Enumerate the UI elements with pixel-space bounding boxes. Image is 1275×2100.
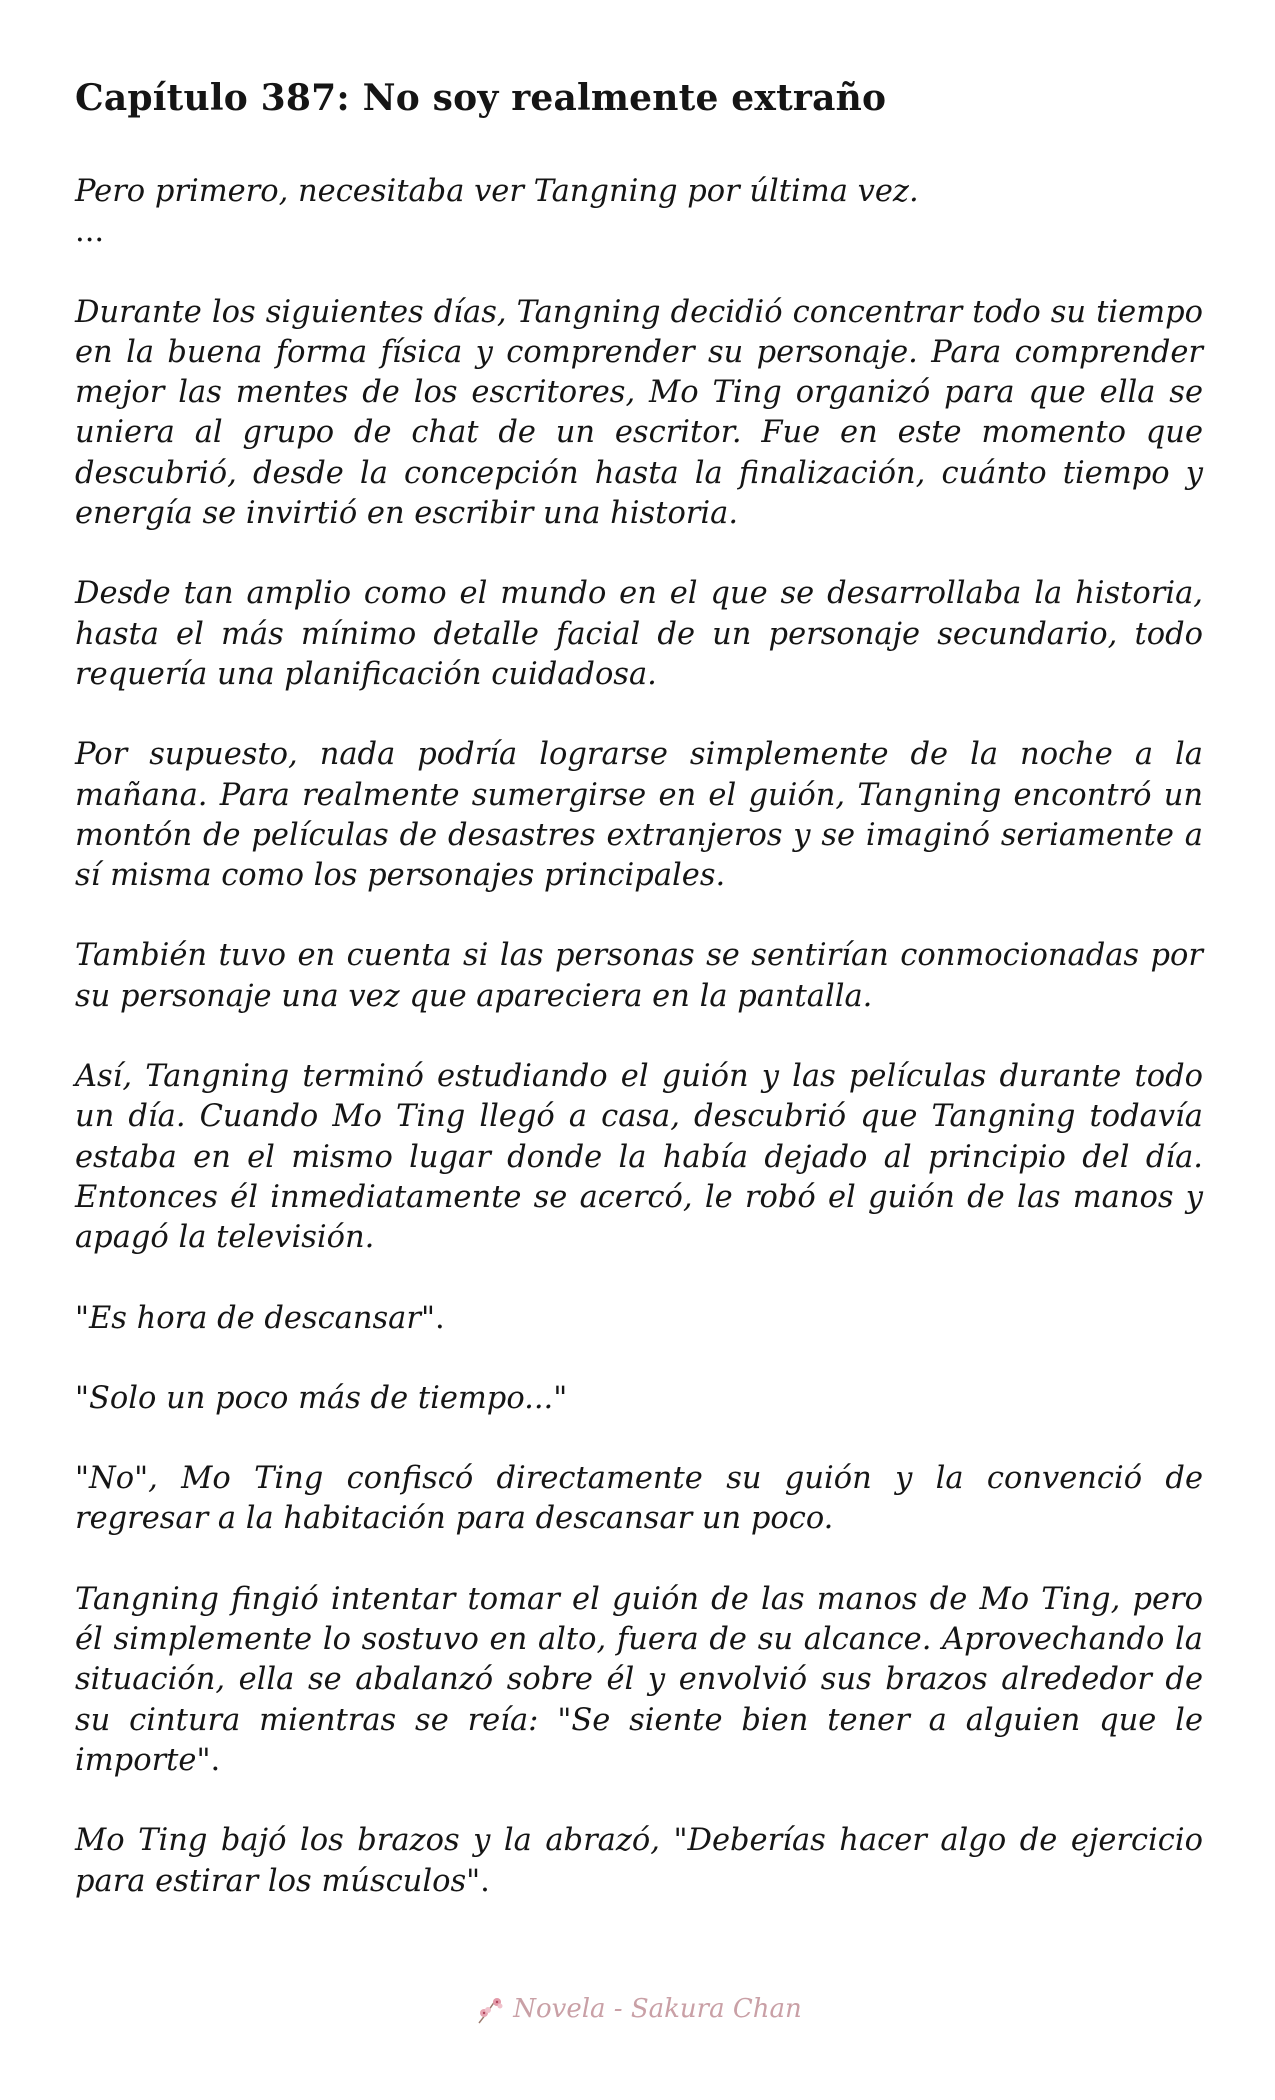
narration-text: Tangning fingió intentar tomar el guión de las manos de Mo Ting, pero él simplemente lo sostuvo en alto, fuera de su alcance. Aprovechando la situación, ella se abalanzó sobre él y envolvió sus brazos alrededor de su cintura mientras se reía: <box>75 1581 1203 1738</box>
ellipsis: ... <box>75 214 105 250</box>
paragraph-6: Así, Tangning terminó estudiando el guión y las películas durante todo un día. Cuando Mo Ting llegó a casa, descubrió que Tangning todavía estaba en el mismo lugar donde la había dejado al principio del día. Entonces él inmediatamente se acercó, le robó el guión de las manos y apagó la televisión. <box>75 1059 1203 1256</box>
paragraph-11: Mo Ting bajó los brazos y la abrazó, "Deberías hacer algo de ejercicio para estirar los músculos". <box>75 1823 1203 1899</box>
chapter-page <box>75 70 1203 1942</box>
footer-watermark <box>0 1993 1275 2027</box>
sakura-flower-icon <box>473 1993 507 2027</box>
paragraph-4: Por supuesto, nada podría lograrse simplemente de la noche a la mañana. Para realmente sumergirse en el guión, Tangning encontró un montón de películas de desastres extranjeros y se imaginó seriamente a sí misma como los personajes principales. <box>75 737 1203 894</box>
paragraph-2: Durante los siguientes días, Tangning decidió concentrar todo su tiempo en la buena forma física y comprender su personaje. Para comprender mejor las mentes de los escritores, Mo Ting organizó para que ella se uniera al grupo de chat de un escritor. Fue en este momento que descubrió, desde la concepción hasta la finalización, cuánto tiempo y energía se invirtió en escribir una historia. <box>75 294 1203 532</box>
paragraph-10: Tangning fingió intentar tomar el guión de las manos de Mo Ting, pero él simplemente lo sostuvo en alto, fuera de su alcance. Aprovechando la situación, ella se abalanzó sobre él y envolvió sus brazos alrededor de su cintura mientras se reía: "Se siente bien tener a alguien que le importe". <box>75 1581 1203 1778</box>
dialogue-text: Deberías hacer algo de ejercicio para estirar los músculos <box>75 1823 1203 1899</box>
narration-text: Mo Ting bajó los brazos y la abrazó, <box>75 1823 674 1859</box>
paragraph-9: "No", Mo Ting confiscó directamente su guión y la convenció de regresar a la habitación para descansar un poco. <box>75 1461 1203 1537</box>
dialogue-text: Solo un poco más de tiempo... <box>89 1380 554 1416</box>
narration-text: , Mo Ting confiscó directamente su guión y la convenció de regresar a la habitación para descansar un poco. <box>75 1461 1203 1537</box>
paragraph-3: Desde tan amplio como el mundo en el que se desarrollaba la historia, hasta el más mínimo detalle facial de un personaje secundario, todo requería una planificación cuidadosa. <box>75 576 1203 692</box>
dialogue-text: Se siente bien tener a alguien que le importe <box>75 1702 1203 1778</box>
footer-text: Novela - Sakura Chan <box>513 1994 802 2024</box>
paragraph-5: También tuvo en cuenta si las personas se sentirían conmocionadas por su personaje una vez que apareciera en la pantalla. <box>75 938 1203 1014</box>
dialogue-text: No <box>89 1461 135 1497</box>
paragraph-7: "Es hora de descansar". <box>75 1300 445 1336</box>
chapter-title: Capítulo 387: No soy realmente extraño <box>75 77 887 119</box>
paragraph-8: "Solo un poco más de tiempo..." <box>75 1380 568 1416</box>
dialogue-text: Es hora de descansar <box>89 1300 421 1336</box>
paragraph-1: Pero primero, necesitaba ver Tangning por última vez. <box>75 174 919 209</box>
